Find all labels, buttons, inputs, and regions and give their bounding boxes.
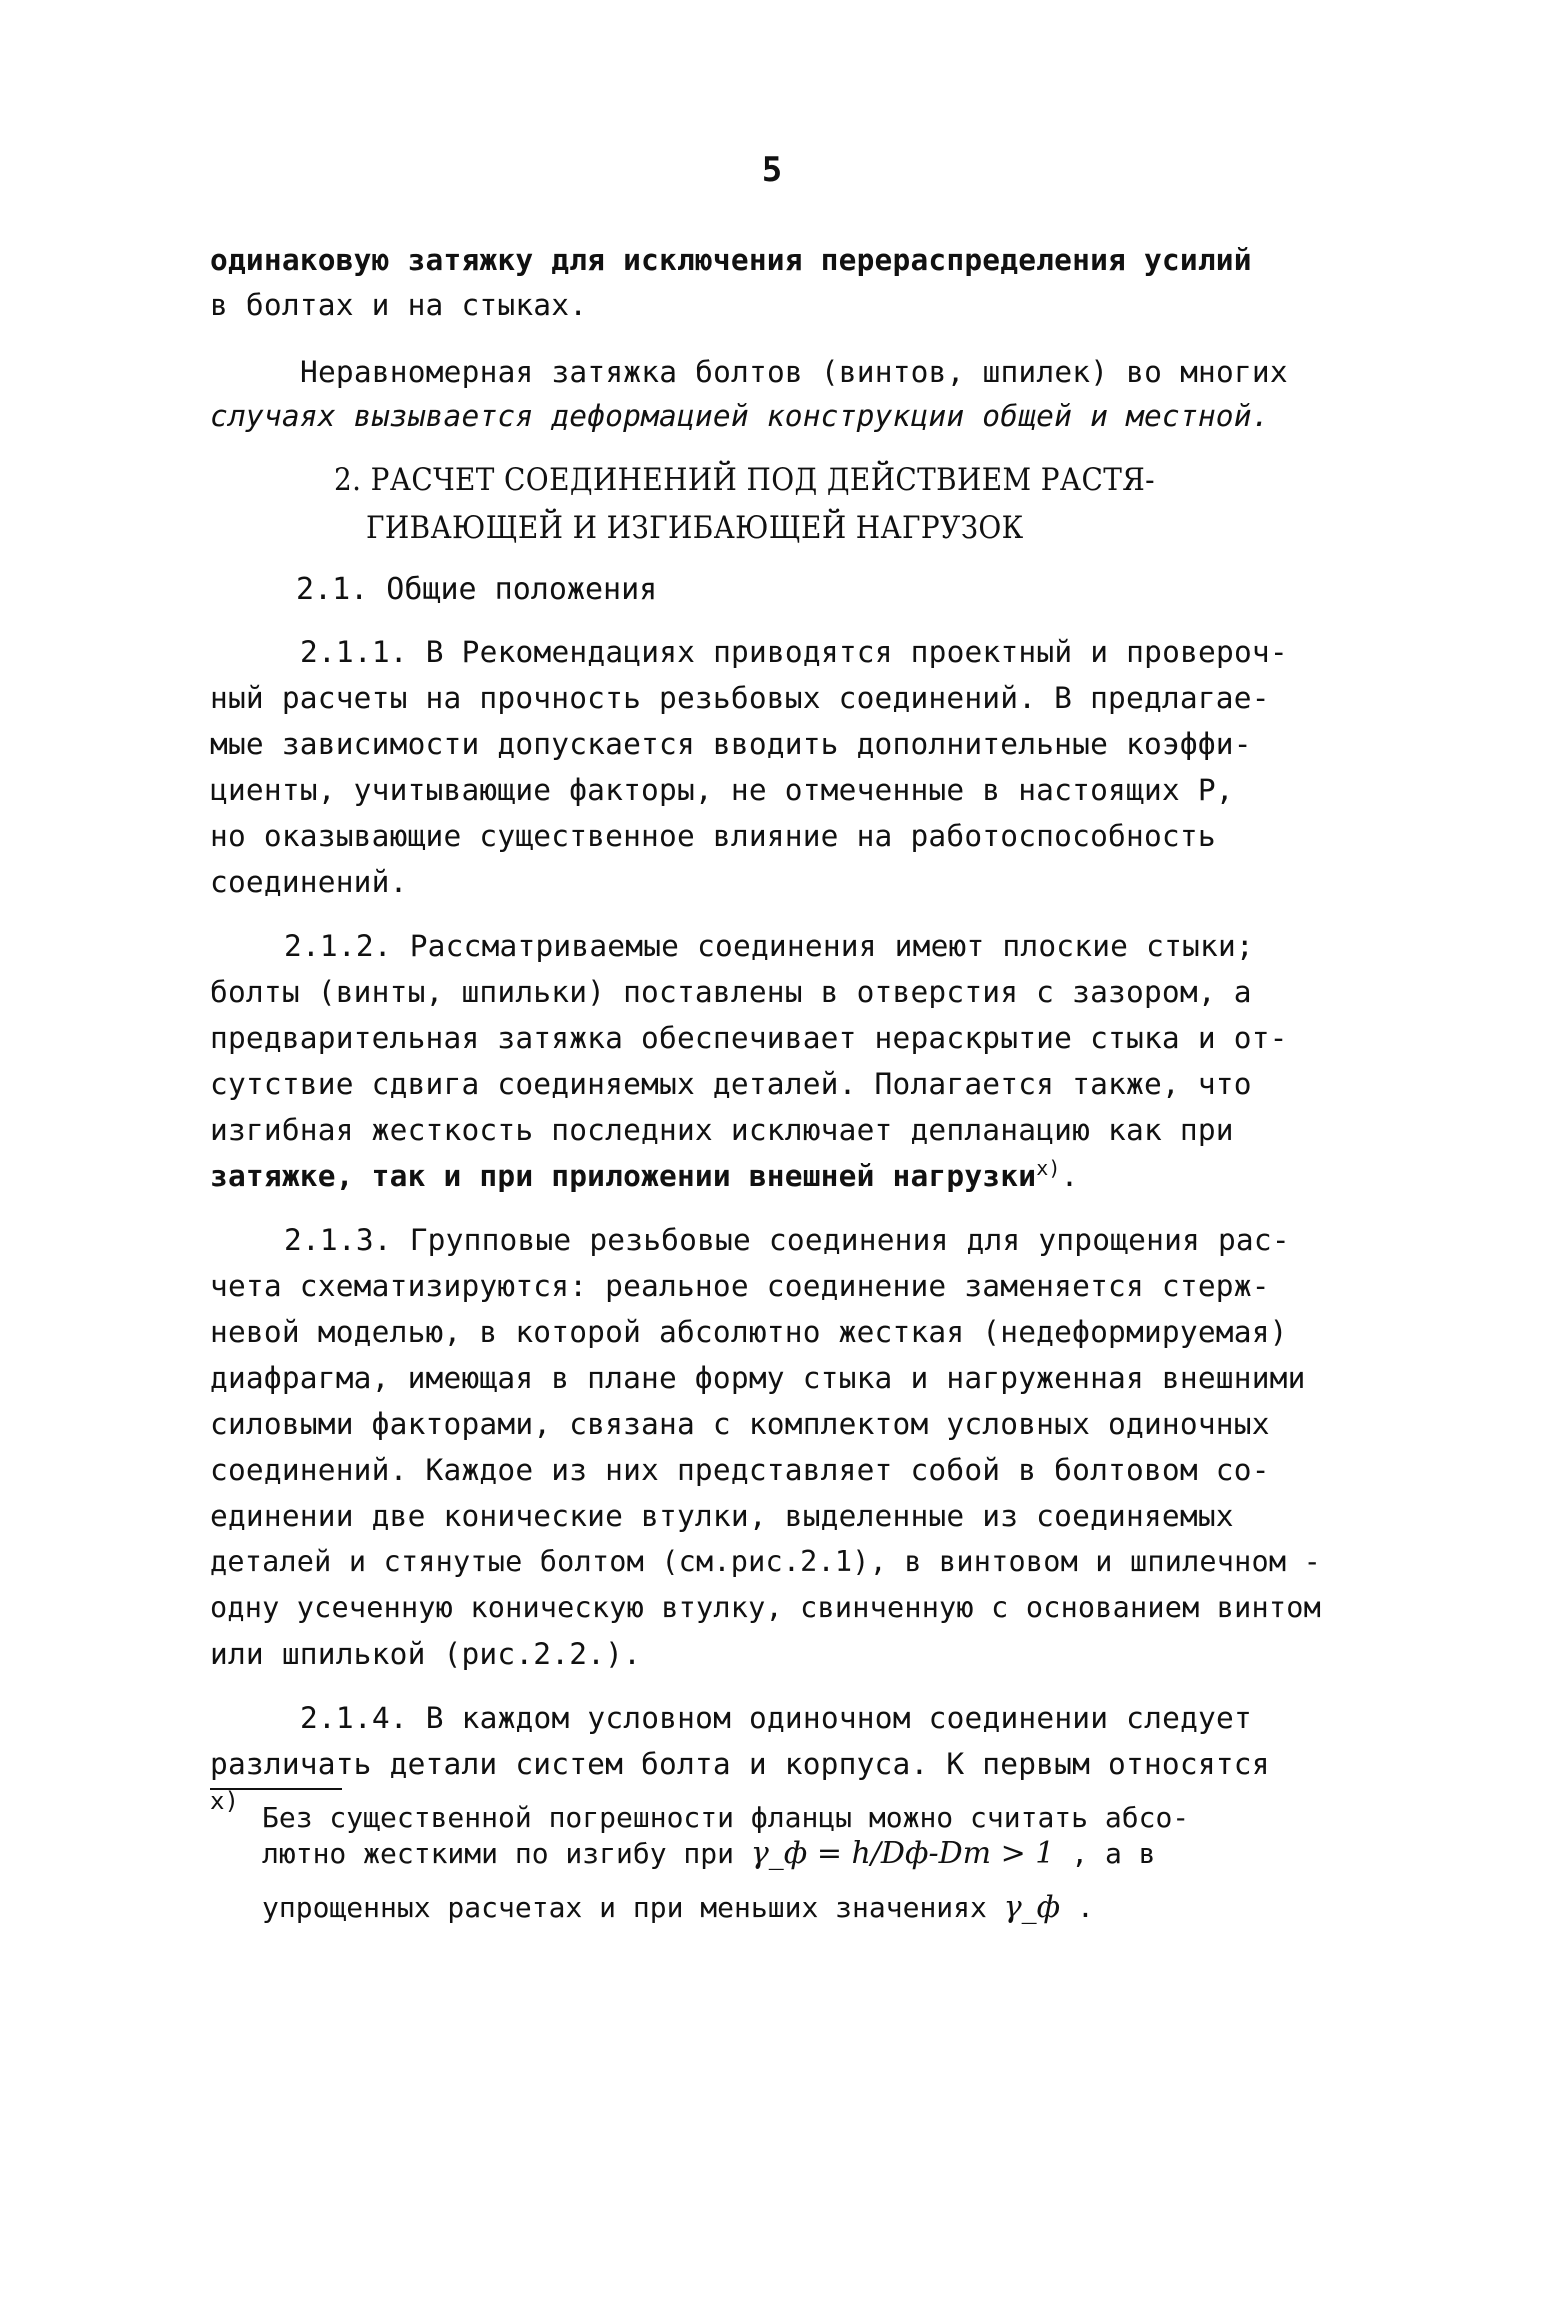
footnote-formula-gamma-short: γ_ф bbox=[1003, 1890, 1061, 1925]
p213-line-2: чета схематизируются: реальное соединение заменяется стерж- bbox=[210, 1269, 1270, 1303]
p212-line-5: изгибная жесткость последних исключает депланацию как при bbox=[210, 1113, 1234, 1147]
footnote-line-1: Без существенной погрешности фланцы можно считать абсо- bbox=[262, 1801, 1190, 1834]
page-number: 5 bbox=[761, 150, 783, 190]
p212-line-6 bbox=[210, 1154, 1079, 1198]
p213-line-10: или шпилькой (рис.2.2.). bbox=[210, 1637, 642, 1671]
p211-line-4: циенты, учитывающие факторы, не отмеченные в настоящих Р, bbox=[210, 773, 1234, 807]
intro-line-1: одинаковую затяжку для исключения перераспределения усилий bbox=[210, 243, 1252, 277]
p213-line-6: соединений. Каждое из них представляет собой в болтовом со- bbox=[210, 1453, 1270, 1487]
uneven-line-2: случаях вызывается деформацией конструкции общей и местной. bbox=[210, 399, 1270, 433]
p212-line-1: 2.1.2. Рассматриваемые соединения имеют плоские стыки; bbox=[284, 929, 1254, 963]
p211-line-2: ный расчеты на прочность резьбовых соединений. В предлагае- bbox=[210, 681, 1270, 715]
footnote-line-3-end: . bbox=[1077, 1891, 1094, 1924]
p212-line-4: сутствие сдвига соединяемых деталей. Полагается также, что bbox=[210, 1067, 1252, 1101]
p213-line-9: одну усеченную коническую втулку, свинченную с основанием винтом bbox=[210, 1591, 1321, 1624]
section-2-1-title: 2.1. Общие положения bbox=[296, 572, 658, 607]
intro-line-2: в болтах и на стыках. bbox=[210, 288, 588, 322]
p213-line-3: невой моделью, в которой абсолютно жесткая (недеформируемая) bbox=[210, 1315, 1288, 1349]
p213-line-5: силовыми факторами, связана с комплектом условных одиночных bbox=[210, 1407, 1270, 1441]
footnote-line-3-text: упрощенных расчетах и при меньших значениях bbox=[262, 1891, 987, 1924]
p212-line-3: предварительная затяжка обеспечивает нераскрытие стыка и от- bbox=[210, 1021, 1288, 1055]
section-2-title-line-1: 2. РАСЧЕТ СОЕДИНЕНИЙ ПОД ДЕЙСТВИЕМ РАСТЯ- bbox=[334, 462, 1155, 498]
p211-line-5: но оказывающие существенное влияние на работоспособность bbox=[210, 819, 1216, 853]
footnote-reference: x) bbox=[1036, 1156, 1061, 1181]
p211-line-3: мые зависимости допускается вводить дополнительные коэффи- bbox=[210, 727, 1252, 761]
footnote-formula-gamma: γ_ф = h/Dф-Dт > 1 bbox=[750, 1836, 1055, 1871]
p213-line-7: единении две конические втулки, выделенные из соединяемых bbox=[210, 1499, 1234, 1533]
uneven-line-1: Неравномерная затяжка болтов (винтов, шпилек) во многих bbox=[300, 355, 1288, 389]
footnote-line-2 bbox=[262, 1836, 1156, 1872]
footnote-mark: x) bbox=[210, 1787, 239, 1815]
footnote-line-2-text: лютно жесткими по изгибу при bbox=[262, 1837, 735, 1870]
footnote-line-3 bbox=[262, 1890, 1094, 1926]
section-2-title-line-2: ГИВАЮЩЕЙ И ИЗГИБАЮЩЕЙ НАГРУЗОК bbox=[366, 510, 1024, 546]
p214-line-1: 2.1.4. В каждом условном одиночном соединении следует bbox=[300, 1701, 1252, 1735]
p212-line-2: болты (винты, шпильки) поставлены в отверстия с зазором, а bbox=[210, 975, 1252, 1009]
p211-line-6: соединений. bbox=[210, 865, 408, 899]
p212-last-line-text: затяжке, так и при приложении внешней нагрузки bbox=[210, 1159, 1037, 1193]
p213-line-1: 2.1.3. Групповые резьбовые соединения для упрощения рас- bbox=[284, 1223, 1290, 1257]
p214-line-2: различать детали систем болта и корпуса. К первым относятся bbox=[210, 1747, 1270, 1781]
p211-line-1: 2.1.1. В Рекомендациях приводятся проектный и провероч- bbox=[300, 635, 1288, 669]
p213-line-8: деталей и стянутые болтом (см.рис.2.1), в винтовом и шпилечном - bbox=[210, 1545, 1321, 1578]
p212-last-line-end: . bbox=[1060, 1159, 1079, 1193]
footnote-line-2-end: , а в bbox=[1071, 1837, 1156, 1870]
p213-line-4: диафрагма, имеющая в плане форму стыка и нагруженная внешними bbox=[210, 1361, 1306, 1395]
